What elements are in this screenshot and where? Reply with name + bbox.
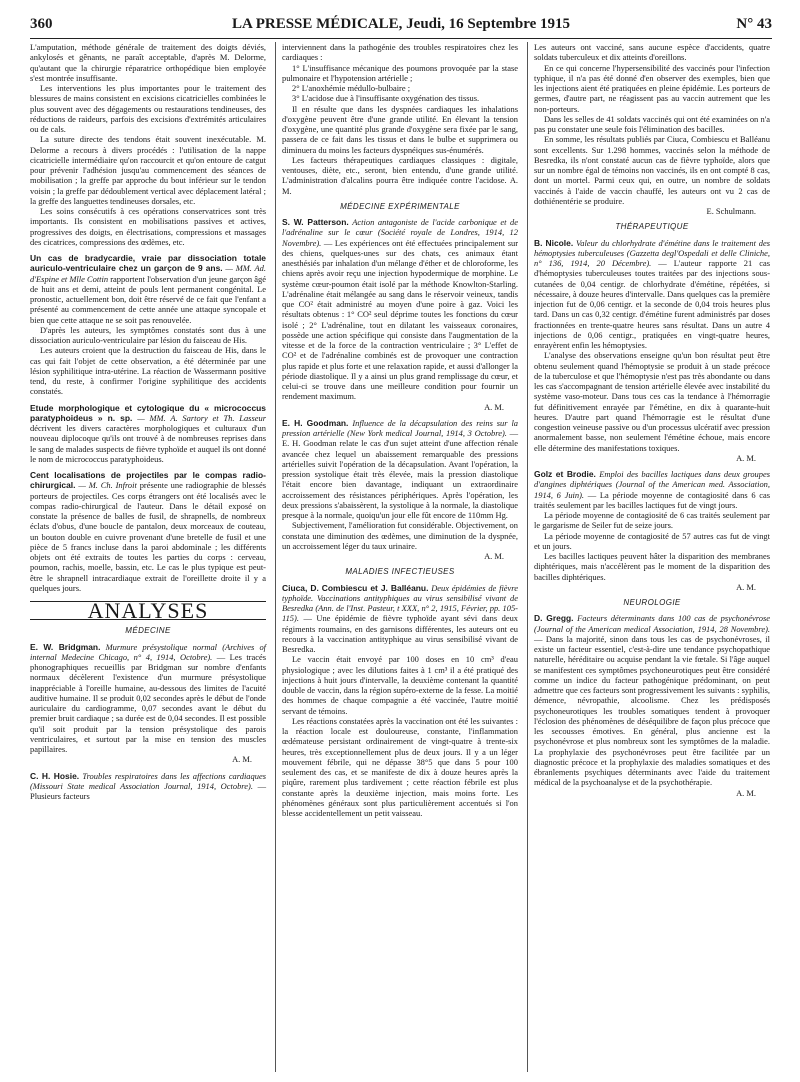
- analysis-text: — E. H. Goodman relate le cas d'un sujet atteint d'une affection rénale avancée chez lequel un abaissement remarquable des pressions artérielles suivit l'opération de la décapsulation. Avant l'opération, la pression systolique était très élevée, mais la pression diastolique l'était encore bien davantage, indiquant un extraordinaire accroissement des résistances périphériques. Après l'opération, les deux pressions s'abaissèrent, la systolique à la normale, la diastolique presque à la normale, quoiqu'un jour elle fût encore de 110mm Hg.: [282, 428, 519, 520]
- column-3: [534, 42, 770, 798]
- analysis-reference: (Gazzetta degl'Ospedali et delle Cliniche, n° 136, 1914, 20 Décembre).: [534, 247, 770, 268]
- paragraph: Les auteurs ont vacciné, sans aucune espèce d'accidents, quatre soldats tuberculeux et dix atteints d'oreillons.: [534, 42, 770, 63]
- analysis-author: D. Gregg.: [534, 613, 574, 624]
- article-authors: — MM. A. Sartory et Th. Lasseur: [137, 412, 266, 423]
- paragraph: La période moyenne de contagiosité de 6 cas traités seulement par le gargarisme de Seiler fut de seize jours.: [534, 510, 770, 531]
- analysis-title: Emploi des bacilles lactiques dans deux groupes d'angines diphtériques: [534, 469, 770, 490]
- analysis-text: — Dans la majorité, sinon dans tous les cas de psychonévroses, il existe un facteur essentiel, c'est-à-dire une tendance psychopathique naturelle, héréditaire ou acquise pendant la vie fœtale. Si l'âge auquel se manifestent ces symptômes psychoneurotiques peut être considéré comme un indice du facteur pathogénique prédominant, on peut admettre que ces facteurs sont progressivement les suivants : syphilis, démence, névropathie, alcoolisme. Chez les prédisposés psychoneurotiques les troubles somatiques tendent à provoquer l'éclosion des phénomènes de déséquilibre de façon plus précoce que les secousses émotives. En général, plus ancienne est la psychonévrose et plus nombreux sont les symptômes de la maladie. La prophylaxie des psychonévroses peut être facilitée par un diagnostic précoce et la prophylaxie des maladies somatiques et des ébranlements psychiques déterminants avec l'aide du traitement médical de la psychoanalyse et de la psychothérapie.: [534, 633, 770, 788]
- analysis-title: Troubles respiratoires dans les affections cardiaques: [82, 770, 266, 781]
- analysis-title: Action antagoniste de l'acide carbonique et de l'adrénaline sur le cœur: [282, 217, 519, 238]
- paragraph: L'analyse des observations enseigne qu'un bon résultat peut être obtenu seulement quand l'hémoptysie se produit à un stade précoce de la tuberculose et que l'hémoptysie n'est pas très abondante ou dans les cas s'accompagnant de tension artérielle élevée avec instabilité du système vaso-moteur. Dans tous ces cas la tendance à l'hémorragie fut définitivement enrayée par l'émétine, en dix à quarante-huit heures. D'autre part quand l'hémorragie est le résultat d'une congestion veineuse passive ou d'un processus ulcératif avec pression anormalement basse, non seulement l'émétine échoue, mais encore elle détermine des manifestations toxiques.: [534, 350, 770, 453]
- analyses-heading: ANALYSES: [87, 598, 209, 623]
- article-authors: — M. Ch. Infroit: [78, 480, 137, 491]
- analysis-author: B. Nicole.: [534, 237, 574, 248]
- article-authors: — MM. Ad. d'Espine et Mlle Cottin: [30, 263, 266, 284]
- analysis-hosie: [30, 771, 266, 802]
- analysis-reference: (Ann. de l'Inst. Pasteur, t XXX, n° 2, 1915, Février, pp. 105-115).: [282, 603, 518, 624]
- analysis-title: Murmure présystolique normal: [105, 641, 218, 652]
- analysis-text: — Les expériences ont été effectuées principalement sur des chiens, quelques-unes sur des chats, ces animaux étant anesthésiés par inhalation d'un mélange d'éther et de chloroforme, les chiens après avoir reçu une injection hypodermique de morphine. Le système cœur-poumon était isolé par la méthode Knowlton-Starling. L'adrénaline était mélangée au sang dans le réservoir veineux, tandis que CO² était administré au moyen d'une poire à gaz. Voici les résultats obtenus : 1° CO² seul déprime toutes les fonctions du cœur isolé ; 2° L'adrénaline, tout en dilatant les vaisseaux coronaires, possède une action spécifique qui consiste dans l'augmentation de la vitesse et de la force de la contraction ventriculaire ; 3° L'effet de CO² et de l'adrénaline combinés est de provoquer une contraction plus rapide et plus forte et une relaxation rapide, et aussi d'allonger la période diastolique. Il y a ainsi un plus grand remplissage du cœur, et celui-ci se trouve dans une meilleure condition pour fournir un rendement maximum.: [282, 237, 519, 402]
- signature: A. M.: [484, 401, 504, 412]
- paragraph: Les interventions les plus importantes pour le traitement des blessures de mains consistent en excisions cicatricielles combinées le plus souvent avec des dégagements ou restaurations tendineuses, des réductions de raideurs, parfois des excisions d'extrémités articulaires ou de cals.: [30, 83, 266, 134]
- analysis-reference: (Journal of the American med. Association, 1914, 6 Juin).: [534, 479, 770, 500]
- section-heading: THÉRAPEUTIQUE: [615, 222, 689, 232]
- paragraph: La suture directe des tendons était souvent inexécutable. M. Delorme a recours à divers procédés : l'utilisation de la nappe cicatricielle intermédiaire qu'on raccourcit et qu'on entoure de catgut pour prévenir l'adhésion jusqu'au commencement des séances de mobilisation ; la greffe par approche du bout inférieur sur le tendon voisin ; la greffe par dédoublement vertical avec déplacement latéral ; la greffe des languettes tendineuses dorsales, etc.: [30, 134, 266, 206]
- analysis-golz-brodie: [534, 469, 770, 510]
- signature: E. Schulmann.: [706, 206, 756, 216]
- journal-title: LA PRESSE MÉDICALE, Jeudi, 16 Septembre 1915: [231, 16, 571, 32]
- analysis-title: Facteurs déterminants dans 100 cas de psychonévrose: [577, 613, 771, 624]
- paragraph: Il en résulte que dans les dyspnées cardiaques les inhalations d'oxygène peuvent être d'une grande utilité. En élevant la tension d'oxygène, une quantité plus grande d'oxygène sera fixée par le sang, passera de ce fait dans les tissus et dans le bulbe et supprimera ou diminuera du moins les facteurs dyspnéiques sus-énumérés.: [282, 103, 518, 155]
- article-micrococcus: [30, 403, 266, 465]
- column-divider: [275, 42, 276, 1072]
- analysis-bridgman: [30, 642, 266, 755]
- signature: A. M.: [484, 551, 504, 561]
- analysis-reference: (New York medical Journal, 1914, 3 Octobre).: [347, 428, 507, 438]
- signature: A. M.: [736, 452, 756, 463]
- page-number: 360: [30, 16, 53, 32]
- paragraph: Subjectivement, l'amélioration fut considérable. Objectivement, on constata une diminution des œdèmes, une diminution de la dyspnée, un accroissement léger du taux urinaire.: [282, 520, 518, 551]
- analysis-title: Valeur du chlorhydrate d'émétine dans le traitement des hémoptysies tuberculeuses: [534, 237, 771, 258]
- analysis-ciuca: [282, 583, 518, 655]
- page-header: [30, 14, 772, 34]
- issue-number: N° 43: [736, 16, 772, 32]
- signature: A. M.: [232, 754, 252, 765]
- paragraph: En ce qui concerne l'hypersensibilité des vaccinés pour l'infection typhique, il n'a pas été donné d'en observer des exemples, bien que les injections aient été pratiquées en pleine épidémie. Les porteurs de germes, d'autre part, ne réagissent pas au vaccin autrement que les non-porteurs.: [534, 62, 770, 114]
- paragraph: D'après les auteurs, les symptômes constatés sont dus à une dissociation auriculo-ventriculaire par lésion du faisceau de His.: [30, 324, 266, 345]
- analysis-author: E. W. Bridgman.: [30, 641, 101, 652]
- paragraph: interviennent dans la pathogénie des troubles respiratoires chez les cardiaques :: [282, 42, 518, 63]
- analysis-gregg: [534, 613, 770, 787]
- analysis-reference: (Société royale de Londres, 1914, 12 Novembre).: [282, 227, 518, 248]
- analyses-banner: [30, 598, 266, 623]
- analysis-reference: (Journal of the American medical Association, 1914, 28 Novembre).: [534, 623, 770, 634]
- analysis-reference: (Archives of internal Medecine Chicago, n° 4, 1914, Octobre).: [30, 641, 267, 662]
- section-heading: NEUROLOGIE: [623, 598, 681, 607]
- paragraph: Les soins consécutifs à ces opérations conservatrices sont très importants. Ils consistent en mobilisations passives et actives, progressives des doigts, en électrisations, compressions et massages des cicatrices, compressions des œdèmes, etc.: [30, 206, 266, 247]
- analysis-author: E. H. Goodman.: [282, 417, 349, 428]
- paragraph: L'amputation, méthode générale de traitement des doigts déviés, ankylosés et gênants, ne paraît acceptable, d'après M. Delorme, qu'autant que la chirurgie réparatrice orthopédique bien employée s'est montrée insuffisante.: [30, 42, 266, 83]
- analysis-text: — Les tracés phonographiques recueillis par Bridgman sur nombre d'enfants normaux décèlerent l'existence d'un murmure présystolique inappréciable à l'oreille humaine, au-dessous des limites de l'acuité auditive humaine. Il se produit 0,02 secondes après le début de l'onde auriculaire du cardiogramme, 0,07 secondes avant le début du premier bruit cardiaque ; sa durée est de 0,04 secondes. Il est possible qu'il soit produit par la tension présystolique des parois ventriculaires, et surtout par la mise en tension des muscles papillaires.: [30, 651, 267, 754]
- list-item: 1° L'insuffisance mécanique des poumons provoquée par la stase pulmonaire et l'hypotension artérielle ;: [282, 62, 518, 83]
- analysis-title: Influence de la décapsulation des reins sur la pression artérielle: [282, 417, 519, 438]
- analysis-author: Golz et Brodie.: [534, 469, 596, 479]
- analysis-text: — Une épidémie de fièvre typhoïde ayant sévi dans deux régiments roumains, en des garnisons différentes, les auteurs ont eu recours à la vaccination antityphique au virus sensibilisé vivant de Besredka.: [282, 613, 519, 654]
- section-heading: MALADIES INFECTIEUSES: [345, 567, 455, 577]
- analysis-nicole: [534, 238, 770, 351]
- article-bradycardie: [30, 253, 266, 325]
- paragraph: Dans les selles de 41 soldats vaccinés qui ont été examinées on n'a pas pu constater une seule fois l'élimination des bacilles.: [534, 113, 770, 134]
- analysis-patterson: [282, 217, 518, 402]
- analysis-reference: (Missouri State medical Association Journal, 1914, Octobre).: [30, 780, 253, 791]
- analysis-title: Deux épidémies de fièvre typhoïde. Vaccinations antityphiques au virus sensibilisé vivant de Besredka: [282, 582, 518, 613]
- paragraph: [282, 155, 518, 196]
- analysis-text: — La période moyenne de contagiosité dans 6 cas traités seulement par les bacilles lactiques fut de vingt jours.: [534, 489, 771, 510]
- analysis-goodman: [282, 418, 518, 521]
- header-rule: [30, 38, 772, 39]
- article-title: Cent localisations de projectiles par le compas radio-chirurgical.: [30, 470, 266, 491]
- section-heading: MÉDECINE: [125, 626, 171, 636]
- paragraph: La période moyenne de contagiosité de 57 autres cas fut de vingt et un jours.: [534, 530, 770, 551]
- article-title: Etude morphologique et cytologique du « micrococcus paratyphoideus » n. sp.: [30, 402, 266, 423]
- analysis-author: C. H. Hosie.: [30, 770, 80, 781]
- article-text: présente une radiographie de blessés porteurs de projectiles. Ces corps étrangers ont été localisés avec le compas radio-chirurgical de l'auteur. Dans le détail exposé on constate la présence de balles de fusil, de shrapnells, de nombreux éclats d'obus, d'une boucle de pantalon, deux morceaux de couteau, un bouton double en cuivre provenant d'une bretelle de fusil et une pièce de 5 francs incluse dans la paroi abdominale ; les différents objets ont été extraits de toutes les parties du corps : cerveau, poumon, rachis, moelle, bassin, etc. Le cas le plus typique est peut-être le shrapnell intracardiaque extrait de l'oreillette droite il y a quelques jours.: [30, 480, 266, 593]
- analysis-text: — L'auteur rapporte 21 cas d'hémoptysies tuberculeuses toutes traitées par des injections sous-cutanées de 0,04 centigr. de chlorhydrate d'émétine, répétées, si nécessaire, à douze heures d'intervalle. Dans quelques cas la première injection fut de 0,06 centigr. et la seconde de 0,04 trois heures plus tard. Dans un cas 0,32 centigr. d'émétine furent administrés par doses fractionnées en trente-quatre heures sans résultat. Dans un autre 4 injections de 0,06 centigr., pratiquées en vingt-quatre heures, enrayèrent enfin les hémoptysies.: [534, 258, 770, 350]
- article-text: décrivent les divers caractères morphologiques et culturaux d'un nouveau diplocoque qu'ils ont trouvé à de nombreuses reprises dans le sang de malades suspects de fièvre typhoïde et auquel ils ont donné le nom de micrococcus paratyphoideus.: [30, 423, 266, 464]
- paragraph: Les bacilles lactiques peuvent hâter la disparition des membranes diphtériques, mais n'accélèrent pas le moment de la disparition des bacilles diphtériques.: [534, 551, 770, 582]
- paragraph: Les réactions constatées après la vaccination ont été les suivantes : la réaction locale est douloureuse, constante, l'inflammation œdémateuse persistant ordinairement de vingt-quatre à trente-six heures, très exceptionnellement plus de deux jours. Il y a un léger mouvement fébrile, qui ne dépasse 38°5 que dans 5 pour 100 seulement des cas, et se manifeste de dix à douze heures après la piqûre, rarement plus tardivement ; cette réaction fébrile est plus constante après la deuxième injection, mais moins forte. Les phénomènes généraux sont plus particulièrement accentués si l'on blesse accidentellement un petit vaisseau.: [282, 715, 518, 818]
- column-2: [282, 42, 518, 818]
- list-item: 3° L'acidose due à l'insuffisante oxygénation des tissus.: [292, 93, 480, 104]
- analysis-author: S. W. Patterson.: [282, 217, 349, 227]
- article-projectiles: [30, 470, 266, 593]
- article-title: Un cas de bradycardie, vraie par dissociation totale auriculo-ventriculaire chez un garçon de 9 ans.: [30, 253, 266, 274]
- column-divider: [527, 42, 528, 1072]
- paragraph: En somme, les résultats publiés par Ciuca, Combiescu et Balléanu sont excellents. Sur 1.298 hommes, vaccinés selon la méthode de Besredka, ils n'ont constaté aucun cas de fièvre typhoïde, alors que sur un nombre égal de témoins non vaccinés, ils en ont compté 8 cas, dont un mortel. Parmi ceux qui, en outre, un nombre de soldats vaccinés à l'aide de vaccin chauffé, les auteurs ont vu 2 cas de dothiénentérie se produire.: [534, 134, 770, 206]
- signature: A. M.: [736, 581, 756, 592]
- paragraph-text: Les facteurs thérapeutiques cardiaques classiques : digitale, ventouses, diète, etc., seront, bien entendu, d'une grande utilité. L'administration d'alcalins pourra être indiquée contre l'acidose.: [282, 154, 518, 186]
- paragraph: Le vaccin était envoyé par 100 doses en 10 cm³ d'eau physiologique ; avec les dilutions faites à 1 cm³ il a été pratiqué des injections à huit jours d'intervalle, la deuxième contenant la quantité double de vaccin, dans la région supéro-externe de la fesse. La moitié des hommes de chaque compagnie a été vaccinée, l'autre moitié servant de témoins.: [282, 654, 518, 716]
- list-item: 2° L'anoxhémie médullo-bulbaire ;: [292, 83, 411, 93]
- column-1: [30, 42, 266, 801]
- analysis-author: Ciuca, D. Combiescu et J. Balléanu.: [282, 582, 429, 593]
- section-heading: MÉDECINE EXPÉRIMENTALE: [340, 201, 460, 211]
- analysis-text: — Plusieurs facteurs: [30, 780, 266, 801]
- article-text: rapportent l'observation d'un jeune garçon âgé de huit ans et demi, atteint de pouls lent permanent congénital. Le pronostic, actuellement bon, doit être réservé de ce fait que l'enfant a présenté au commencement de cette année une attaque syncopale et bien que cette attaque ne se soit pas renouvelée.: [30, 273, 267, 325]
- paragraph: Les auteurs croient que la destruction du faisceau de His, dans le cas qui fait l'objet de cette observation, a été déterminée par une lésion syphilitique intra-utérine. La réaction de Wassermann positive tend, du reste, à confirmer l'origine syphilitique des accidents constatés.: [30, 345, 266, 397]
- signature: A. M.: [282, 175, 519, 196]
- signature: A. M.: [736, 787, 756, 798]
